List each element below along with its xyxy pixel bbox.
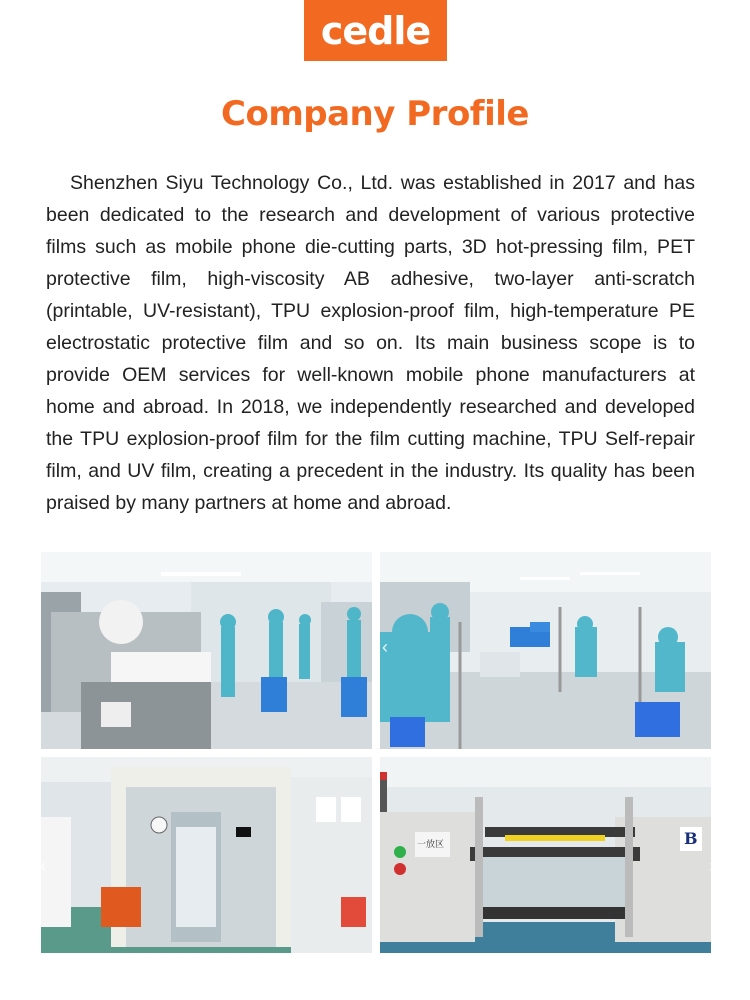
company-description: Shenzhen Siyu Technology Co., Ltd. was established in 2017 and has been dedicated to the research and development of various protective films such as mobile phone die-cutting parts, 3D hot-pressing film, PET protective film, high-viscosity AB adhesive, two-layer anti-scratch (printable, UV-resistant), TPU explosion-proof film, high-temperature PE electrostatic protective film and so on. Its main business scope is to provide OEM services for well-known mobile phone manufacturers at home and abroad. In 2018, we independently researched and developed the TPU explosion-proof film for the film cutting machine, TPU Self-repair film, and UV film, creating a precedent in the industry. Its quality has been praised by many partners at home and abroad. — [46, 172, 695, 514]
cleanroom-laminating-machine-photo — [41, 552, 372, 749]
logo-text: cedle — [320, 8, 431, 53]
chevron-right-icon[interactable]: › — [709, 856, 715, 876]
machine-b-marker: B — [684, 829, 698, 848]
film-production-line-photo — [41, 757, 372, 953]
cleanroom-workers-photo — [380, 552, 711, 749]
chevron-left-icon[interactable]: ‹ — [382, 637, 388, 657]
chevron-left-icon[interactable]: ‹ — [374, 856, 380, 876]
cedle-logo — [304, 0, 447, 61]
machine-zone-sign: 一放区 — [417, 840, 445, 850]
chevron-left-icon[interactable]: ‹ — [40, 856, 46, 876]
film-rolling-machine-photo — [380, 757, 711, 953]
page-title: Company Profile — [221, 94, 529, 134]
